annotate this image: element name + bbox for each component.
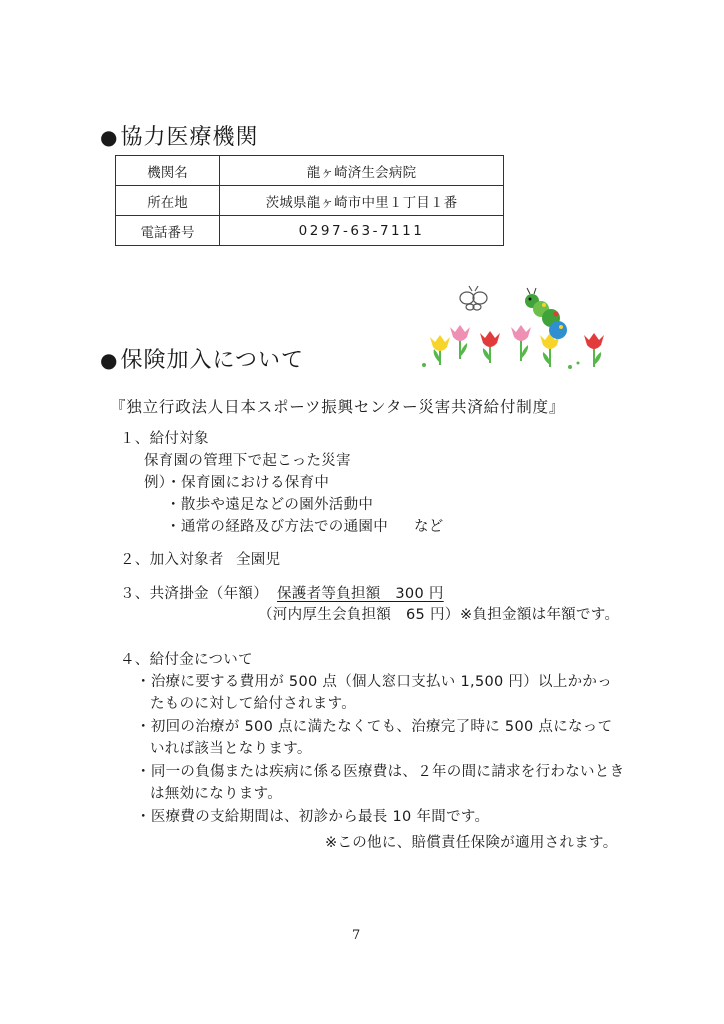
bullet-dot-icon: ●: [100, 348, 119, 372]
table-key: 所在地: [116, 186, 220, 216]
medical-institution-table: [115, 155, 504, 246]
bullet-text: 初回の治療が 500 点に満たなくても、治療完了時に 500 点になって: [150, 719, 613, 735]
item1-title: １、給付対象: [120, 431, 209, 447]
bullet-dot-icon: ・: [136, 809, 151, 825]
item4-title: ４、給付金について: [120, 652, 253, 668]
tulip-yellow-icon: [430, 335, 450, 351]
bullet-line: [136, 670, 612, 691]
table-row: [116, 156, 504, 186]
tulip-caterpillar-illustration: [420, 285, 615, 375]
guardian-share: 保護者等負担額 300 円: [277, 586, 444, 602]
grass-icon: [422, 362, 580, 370]
butterfly-icon: [460, 286, 487, 310]
table-value: 0297-63-7111: [220, 216, 504, 246]
bullet-line: [136, 805, 489, 826]
tulip-red-icon: [584, 333, 604, 349]
example-etc: など: [414, 519, 444, 535]
bullet-dot-icon: ・: [166, 519, 181, 535]
liability-footnote: ※この他に、賠償責任保険が適用されます。: [325, 835, 618, 851]
example-line: [166, 493, 373, 514]
example-line: [166, 515, 388, 536]
tulip-pink-icon: [511, 325, 531, 341]
insurance-subtitle: 『独立行政法人日本スポーツ振興センター災害共済給付制度』: [110, 398, 566, 416]
heading-text: 協力医療機関: [120, 125, 259, 150]
example-item: 保育園における保育中: [181, 475, 330, 491]
caterpillar-icon: [525, 288, 567, 339]
tulip-pink-icon: [450, 325, 470, 341]
bullet-dot-icon: ・: [136, 674, 151, 690]
bullet-text: 治療に要する費用が 500 点（個人窓口支払い 1,500 円）以上かかっ: [150, 674, 613, 690]
bullet-dot-icon: ・: [136, 764, 151, 780]
item3-title: ３、共済掛金（年額）: [120, 586, 268, 602]
section-heading-medical: [100, 120, 258, 151]
annual-note: ※負担金額は年額です。: [460, 607, 620, 623]
example-prefix: 例）: [144, 475, 167, 491]
heading-text: 保険加入について: [120, 348, 305, 373]
table-value: 茨城県龍ヶ崎市中里１丁目１番: [220, 186, 504, 216]
section-heading-insurance: [100, 343, 304, 374]
example-line: [144, 471, 329, 492]
item2-value: 全園児: [236, 552, 281, 568]
tulip-red-icon: [480, 331, 500, 347]
example-item: 通常の経路及び方法での通園中: [180, 519, 389, 535]
bullet-dot-icon: ●: [100, 125, 119, 149]
bullet-line-cont: は無効になります。: [150, 786, 283, 802]
bullet-dot-icon: ・: [136, 719, 151, 735]
table-key: 電話番号: [116, 216, 220, 246]
table-key: 機関名: [116, 156, 220, 186]
leaves-icon: [434, 337, 602, 367]
table-row: [116, 216, 504, 246]
table-value: 龍ヶ崎済生会病院: [220, 156, 504, 186]
table-row: [116, 186, 504, 216]
bullet-dot-icon: ・: [166, 497, 181, 513]
page-number: 7: [352, 928, 361, 943]
bullet-line-cont: いれば該当となります。: [150, 741, 312, 757]
bullet-line-cont: たものに対して給付されます。: [150, 696, 357, 712]
item1-line1: 保育園の管理下で起こった災害: [144, 453, 351, 469]
bullet-line: [136, 760, 624, 781]
item2-title: ２、加入対象者: [120, 552, 224, 568]
bullet-dot-icon: ・: [166, 475, 182, 491]
example-item: 散歩や遠足などの園外活動中: [180, 497, 374, 513]
bullet-text: 医療費の支給期間は、初診から最長 10 年間です。: [150, 809, 490, 825]
corporation-share: （河内厚生会負担額 65 円）: [258, 607, 460, 623]
bullet-text: 同一の負傷または疾病に係る医療費は、２年の間に請求を行わないとき: [150, 764, 625, 780]
bullet-line: [136, 715, 612, 736]
